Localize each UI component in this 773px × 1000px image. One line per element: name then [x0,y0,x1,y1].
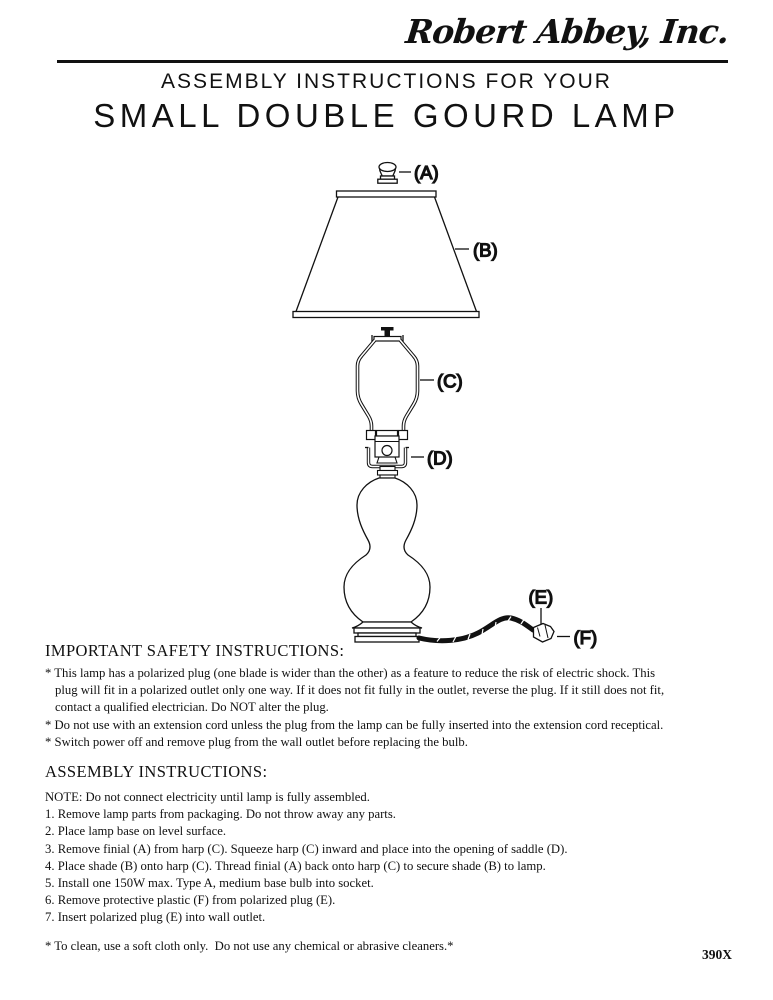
part-label-d: (D) [427,447,453,469]
shade-illustration [293,191,479,318]
assembly-step: 3. Remove finial (A) from harp (C). Squeeze harp (C) inward and place into the opening of saddle (D). [45,841,568,856]
part-label-a: (A) [414,162,439,183]
cleaning-note: * To clean, use a soft cloth only. Do not use any chemical or abrasive cleaners.* [45,939,454,953]
plug-illustration [534,624,555,643]
lamp-diagram [260,150,620,660]
assembly-step: 6. Remove protective plastic (F) from polarized plug (E). [45,893,336,908]
assembly-step: 1. Remove lamp parts from packaging. Do not throw away any parts. [45,807,396,822]
power-cord-illustration [419,617,554,643]
lamp-body-illustration [344,478,430,642]
part-label-f: (F) [573,627,598,648]
part-label-e: (E) [528,586,554,608]
text-line: plug will fit in a polarized outlet only one way. If it does not fit fully in the outlet, reverse the plug. If it still does not fit, [55,683,665,698]
part-label-b: (B) [473,239,498,261]
finial-illustration [378,163,397,184]
brand-logo: Robert Abbey, Inc. [403,12,731,51]
text-line: * This lamp has a polarized plug (one blade is wider than the other) as a feature to reduce the risk of electric shock. This [45,666,656,680]
assembly-step: 7. Insert polarized plug (E) into wall outlet. [45,910,266,925]
safety-heading: IMPORTANT SAFETY INSTRUCTIONS: [45,641,345,660]
page-title: SMALL DOUBLE GOURD LAMP [93,97,680,134]
text-line: * Switch power off and remove plug from the wall outlet before replacing the bulb. [45,734,468,749]
assembly-step: 4. Place shade (B) onto harp (C). Thread finial (A) back onto harp (C) to secure shade (B) to lamp. [45,858,546,873]
safety-bullet [45,717,745,734]
assembly-step: 5. Install one 150W max. Type A, medium base bulb into socket. [45,876,374,891]
assembly-heading: ASSEMBLY INSTRUCTIONS: [45,762,268,781]
text-line: * Do not use with an extension cord unless the plug from the lamp can be fully inserted into the extension cord receptical. [45,717,664,732]
page-subtitle: ASSEMBLY INSTRUCTIONS FOR YOUR [161,70,612,93]
part-label-c: (C) [437,370,463,392]
safety-bullet [45,734,745,751]
assembly-note: NOTE: Do not connect electricity until lamp is fully assembled. [45,790,370,804]
safety-bullet [45,665,745,717]
assembly-section [45,762,745,927]
text-line: contact a qualified electrician. Do NOT alter the plug. [55,700,329,715]
header-rule [57,60,728,63]
safety-section [45,641,745,751]
harp-illustration [358,327,418,440]
assembly-step: 2. Place lamp base on level surface. [45,824,227,839]
model-number: 390X [702,947,732,962]
